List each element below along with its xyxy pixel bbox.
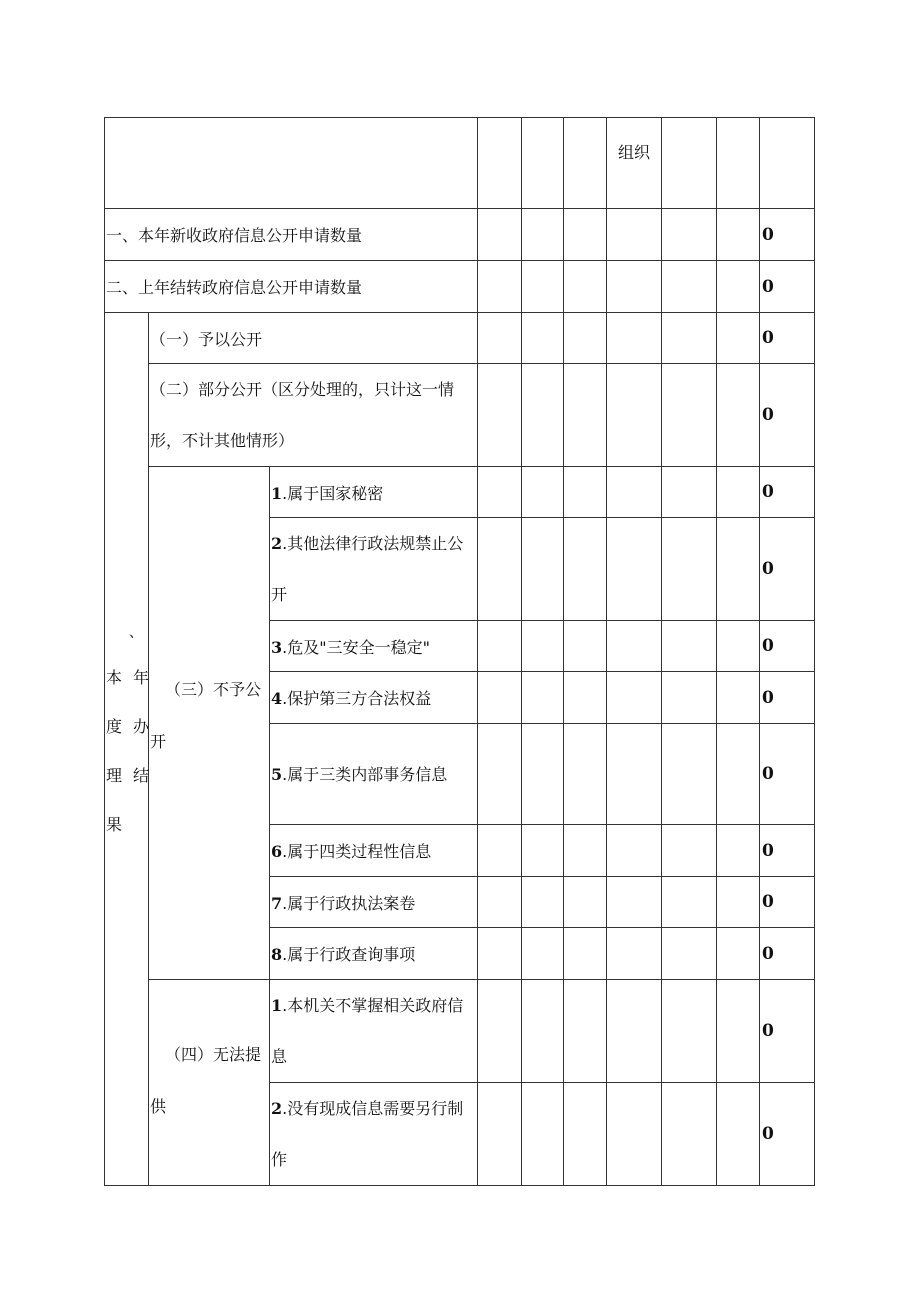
row-label-cat2: （二）部分公开（区分处理的，只计这一情形，不计其他情形）: [149, 364, 478, 467]
header-cell: [522, 118, 564, 209]
cat3-label-cell: （三）不予公 开: [149, 467, 270, 980]
row-value: 0: [760, 209, 815, 261]
table-row: [105, 209, 815, 261]
header-cell: [662, 118, 717, 209]
cat3-item-label: 8.属于行政查询事项: [270, 928, 478, 980]
table-row: [105, 980, 815, 1083]
cat4-item-label: 2.没有现成信息需要另行制作: [270, 1083, 478, 1186]
row-value: 0: [760, 980, 815, 1083]
cat3-item-label: 4.保护第三方合法权益: [270, 672, 478, 724]
table-header-row: [105, 118, 815, 209]
header-cell: [717, 118, 760, 209]
header-cell: [564, 118, 607, 209]
row-label-new-applications: 一、本年新收政府信息公开申请数量: [105, 209, 478, 261]
cat4-label-cell: （四）无法提 供: [149, 980, 270, 1186]
table-row: [105, 364, 815, 467]
row-value: 0: [760, 672, 815, 724]
disclosure-statistics-table: [104, 117, 815, 1186]
cat3-item-label: 7.属于行政执法案卷: [270, 877, 478, 928]
header-org-cell: 组织: [607, 118, 662, 209]
table-row: [105, 467, 815, 518]
table-row: [105, 313, 815, 364]
row-value: 0: [760, 877, 815, 928]
row-value: 0: [760, 825, 815, 877]
header-cell: [760, 118, 815, 209]
row-value: 0: [760, 518, 815, 621]
row-label-cat1: （一）予以公开: [149, 313, 478, 364]
cat4-item-label: 1.本机关不掌握相关政府信息: [270, 980, 478, 1083]
cat3-item-label: 6.属于四类过程性信息: [270, 825, 478, 877]
result-category-cell: [105, 313, 149, 1186]
row-value: 0: [760, 1083, 815, 1186]
row-value: 0: [760, 313, 815, 364]
row-value: 0: [760, 928, 815, 980]
row-value: 0: [760, 621, 815, 672]
row-label-carried-over: 二、上年结转政府信息公开申请数量: [105, 261, 478, 313]
cat3-item-label: 3.危及"三安全一稳定": [270, 621, 478, 672]
cat3-item-label: 5.属于三类内部事务信息: [270, 724, 478, 825]
header-cell: [478, 118, 522, 209]
row-value: 0: [760, 364, 815, 467]
cat3-item-label: 2.其他法律行政法规禁止公开: [270, 518, 478, 621]
result-category-label: 、 本 年 度 办 理 结 果: [106, 625, 149, 834]
header-blank-cell: [105, 118, 478, 209]
cat3-item-label: 1.属于国家秘密: [270, 467, 478, 518]
row-value: 0: [760, 467, 815, 518]
row-value: 0: [760, 724, 815, 825]
row-value: 0: [760, 261, 815, 313]
table-row: [105, 261, 815, 313]
